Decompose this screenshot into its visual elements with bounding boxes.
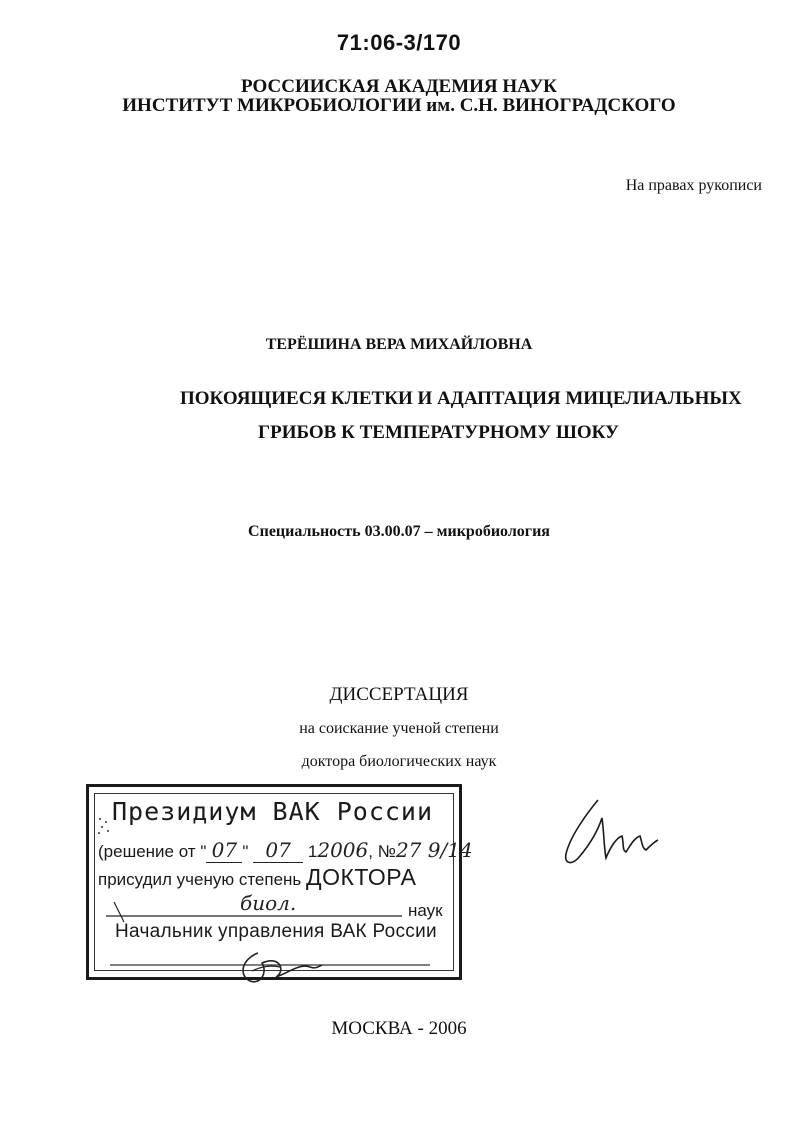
stamp-awarded-degree: ДОКТОРА	[306, 864, 417, 890]
city-year: МОСКВА - 2006	[331, 1018, 467, 1039]
stamp-decision-month: 07	[253, 838, 303, 863]
degree-purpose-line-2: доктора биологических наук	[301, 753, 497, 770]
specialty: Специальность 03.00.07 – микробиология	[248, 523, 550, 540]
stamp-decision-day: 07	[206, 838, 242, 863]
stamp-science-handwritten: биол.	[240, 891, 297, 915]
author-name: ТЕРЁШИНА ВЕРА МИХАЙЛОВНА	[265, 336, 533, 353]
stamp-ink-specks	[96, 815, 112, 837]
manuscript-rights-note: На правах рукописи	[625, 177, 762, 194]
stamp-title: Президиум ВАК России	[112, 797, 434, 826]
stamp-decision-number: 27 9/14	[395, 838, 473, 862]
stamp-signature	[110, 945, 440, 989]
stamp-awarded-prefix: присудил ученую степень	[98, 870, 302, 889]
document-code: 71:06-3/170	[336, 30, 462, 55]
stamp-science-suffix: наук	[408, 901, 443, 920]
stamp-decision-no-prefix: , №	[368, 842, 396, 861]
stamp-decision-year-prefix: 1	[307, 842, 318, 861]
stamp-decision-line	[98, 838, 473, 863]
degree-purpose-line-1: на соискание ученой степени	[299, 720, 499, 737]
academy-name: РОССИИСКАЯ АКАДЕМИЯ НАУК	[241, 76, 557, 97]
stamp-decision-quote: "	[242, 842, 249, 861]
stamp-awarded-line	[98, 864, 416, 891]
institute-name: ИНСТИТУТ МИКРОБИОЛОГИИ им. С.Н. ВИНОГРАДСКОГО	[122, 95, 676, 116]
dissertation-title-line-2: ГРИБОВ К ТЕМПЕРАТУРНОМУ ШОКУ	[258, 422, 619, 443]
stamp-head-title: Начальник управления ВАК России	[115, 921, 437, 942]
author-signature	[558, 792, 668, 872]
stamp-decision-year: 2006	[317, 838, 369, 862]
dissertation-heading: ДИССЕРТАЦИЯ	[329, 684, 469, 705]
dissertation-title-line-1: ПОКОЯЩИЕСЯ КЛЕТКИ И АДАПТАЦИЯ МИЦЕЛИАЛЬНЫХ	[180, 388, 742, 409]
stamp-decision-prefix: (решение от "	[98, 842, 207, 861]
